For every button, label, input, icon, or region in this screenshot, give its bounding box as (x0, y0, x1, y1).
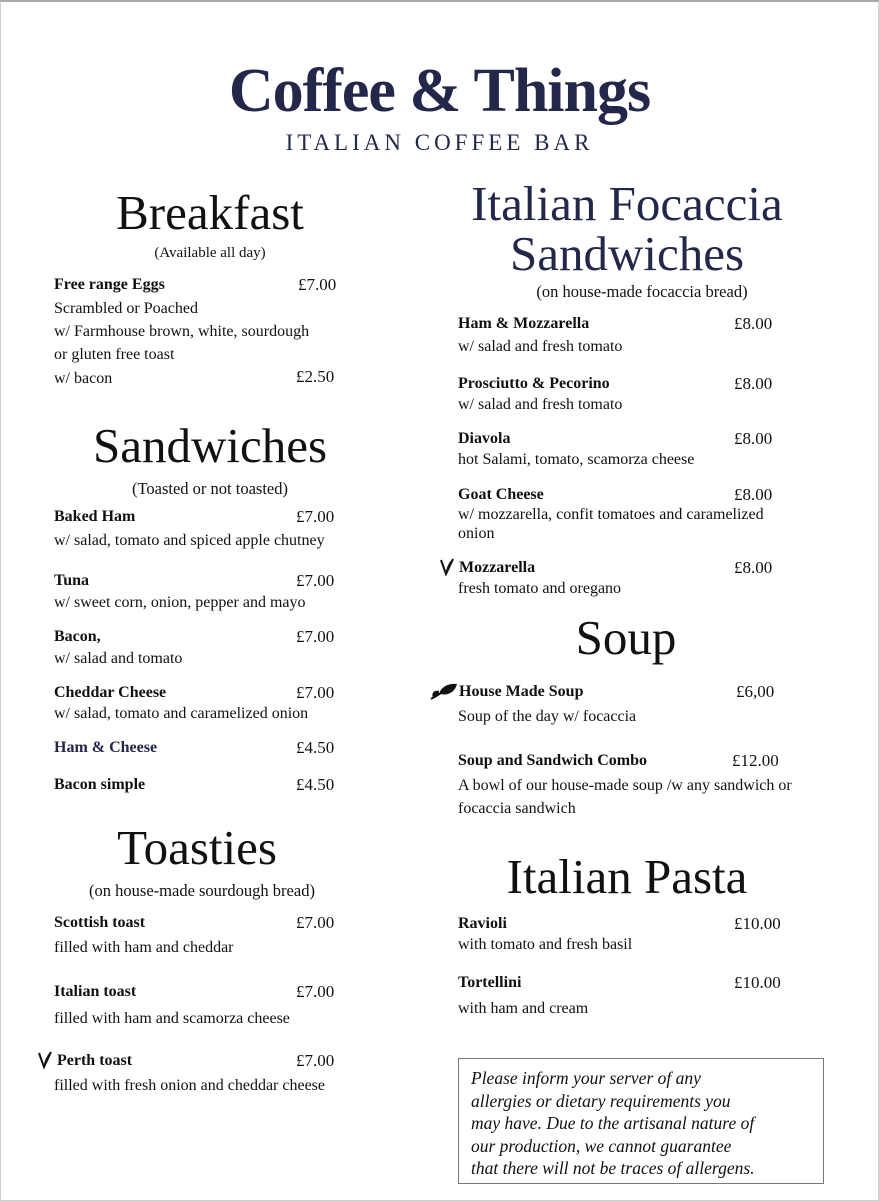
menu-item-name: Ham & Mozzarella (458, 315, 590, 332)
breakfast-subtitle: (Available all day) (154, 245, 266, 261)
menu-item-price: £8.00 (734, 374, 773, 393)
logo: Coffee & Things (228, 57, 651, 125)
menu-item-desc: w/ salad, tomato and spiced apple chutney (54, 532, 325, 549)
menu-item-price: £7.00 (296, 507, 335, 526)
menu-item-name: Italian toast (54, 983, 137, 1000)
allergy-notice-line: allergies or dietary requirements you (471, 1090, 731, 1111)
allergy-notice-line: Please inform your server of any (471, 1068, 701, 1088)
vegetarian-leaf-icon (437, 557, 457, 582)
menu-item-name: Bacon, (54, 628, 101, 645)
breakfast-title: Breakfast (116, 185, 304, 240)
sandwiches-title: Sandwiches (92, 418, 328, 473)
menu-item-price: £8.00 (734, 429, 773, 448)
menu-item-desc: filled with ham and scamorza cheese (54, 1010, 290, 1027)
menu-item-name: Tortellini (458, 974, 522, 991)
menu-item-name: Scottish toast (54, 914, 146, 931)
menu-item-price: £7.00 (298, 275, 337, 294)
menu-item-name: Free range Eggs (54, 276, 165, 293)
menu-item-desc: or gluten free toast (54, 346, 175, 363)
menu-item-desc: hot Salami, tomato, scamorza cheese (458, 451, 695, 468)
menu-item-desc: w/ salad, tomato and caramelized onion (54, 705, 309, 722)
menu-item-desc: w/ mozzarella, confit tomatoes and caramelized (458, 506, 764, 523)
focaccia-title-line1: Italian Focaccia (471, 176, 783, 231)
menu-item-desc: focaccia sandwich (458, 800, 576, 817)
menu-item-desc: fresh tomato and oregano (458, 580, 622, 597)
allergy-notice (458, 1058, 824, 1184)
menu-item-name: House Made Soup (459, 683, 584, 700)
menu-item-price: £6,00 (736, 682, 775, 701)
vegan-leaf-icon (429, 681, 459, 708)
menu-item-name: Soup and Sandwich Combo (458, 752, 647, 769)
menu-item-price: £10.00 (734, 973, 781, 992)
menu-item-price: £10.00 (734, 914, 781, 933)
menu-item-price: £4.50 (296, 775, 335, 794)
menu-item-desc: w/ Farmhouse brown, white, sourdough (54, 323, 310, 340)
pasta-title: Italian Pasta (506, 849, 748, 904)
menu-item-price: £8.00 (734, 558, 773, 577)
menu-item-name: Goat Cheese (458, 486, 544, 503)
menu-item-desc: w/ salad and fresh tomato (458, 338, 623, 355)
focaccia-subtitle: (on house-made focaccia bread) (536, 282, 748, 301)
menu-item-name: Bacon simple (54, 776, 146, 793)
menu-item-price: £2.50 (296, 367, 335, 386)
menu-item-price: £7.00 (296, 627, 335, 646)
menu-item-desc: onion (458, 525, 495, 542)
menu-item-desc: w/ salad and fresh tomato (458, 396, 623, 413)
menu-item-name: Prosciutto & Pecorino (458, 375, 610, 392)
menu-item-desc: filled with fresh onion and cheddar cheese (54, 1077, 326, 1094)
menu-item-desc: A bowl of our house-made soup /w any sandwich or (458, 777, 792, 794)
menu-item-price: £7.00 (296, 913, 335, 932)
menu-item-price: £8.00 (734, 314, 773, 333)
tagline: ITALIAN COFFEE BAR (285, 130, 594, 155)
menu-item-price: £7.00 (296, 683, 335, 702)
menu-item-price: £7.00 (296, 571, 335, 590)
toasties-subtitle: (on house-made sourdough bread) (89, 881, 315, 900)
sandwiches-subtitle: (Toasted or not toasted) (131, 479, 288, 498)
menu-item-desc: with ham and cream (458, 1000, 589, 1017)
menu-item-price: £12.00 (732, 751, 779, 770)
vegetarian-leaf-icon (35, 1050, 55, 1075)
soup-title: Soup (575, 610, 677, 665)
allergy-notice-line: may have. Due to the artisanal nature of (471, 1113, 755, 1133)
menu-item-price: £7.00 (296, 1051, 335, 1070)
allergy-notice-line: that there will not be traces of allergens. (471, 1158, 755, 1178)
menu-item-name: Mozzarella (459, 559, 536, 576)
menu-item-price: £4.50 (296, 738, 335, 757)
menu-item-desc: filled with ham and cheddar (54, 939, 234, 956)
menu-item-price: £7.00 (296, 982, 335, 1001)
allergy-notice-line: our production, we cannot guarantee (471, 1135, 732, 1156)
menu-item-desc: w/ salad and tomato (54, 650, 183, 667)
menu-item-desc: w/ sweet corn, onion, pepper and mayo (54, 594, 306, 611)
focaccia-title-line2: Sandwiches (509, 226, 745, 281)
menu-item-desc: Soup of the day w/ focaccia (458, 708, 637, 725)
menu-item-name: Ravioli (458, 915, 507, 932)
menu-item-desc: Scrambled or Poached (54, 300, 198, 317)
toasties-title: Toasties (117, 820, 277, 875)
menu-item-name: Ham & Cheese (54, 739, 158, 756)
menu-item-name: Perth toast (57, 1052, 133, 1069)
menu-item-desc: w/ bacon (54, 370, 113, 387)
menu-item-desc: with tomato and fresh basil (458, 936, 633, 953)
menu-item-name: Baked Ham (54, 508, 136, 525)
menu-item-name: Diavola (458, 430, 511, 447)
menu-item-name: Cheddar Cheese (54, 684, 167, 701)
menu-item-name: Tuna (54, 572, 89, 589)
menu-item-price: £8.00 (734, 485, 773, 504)
